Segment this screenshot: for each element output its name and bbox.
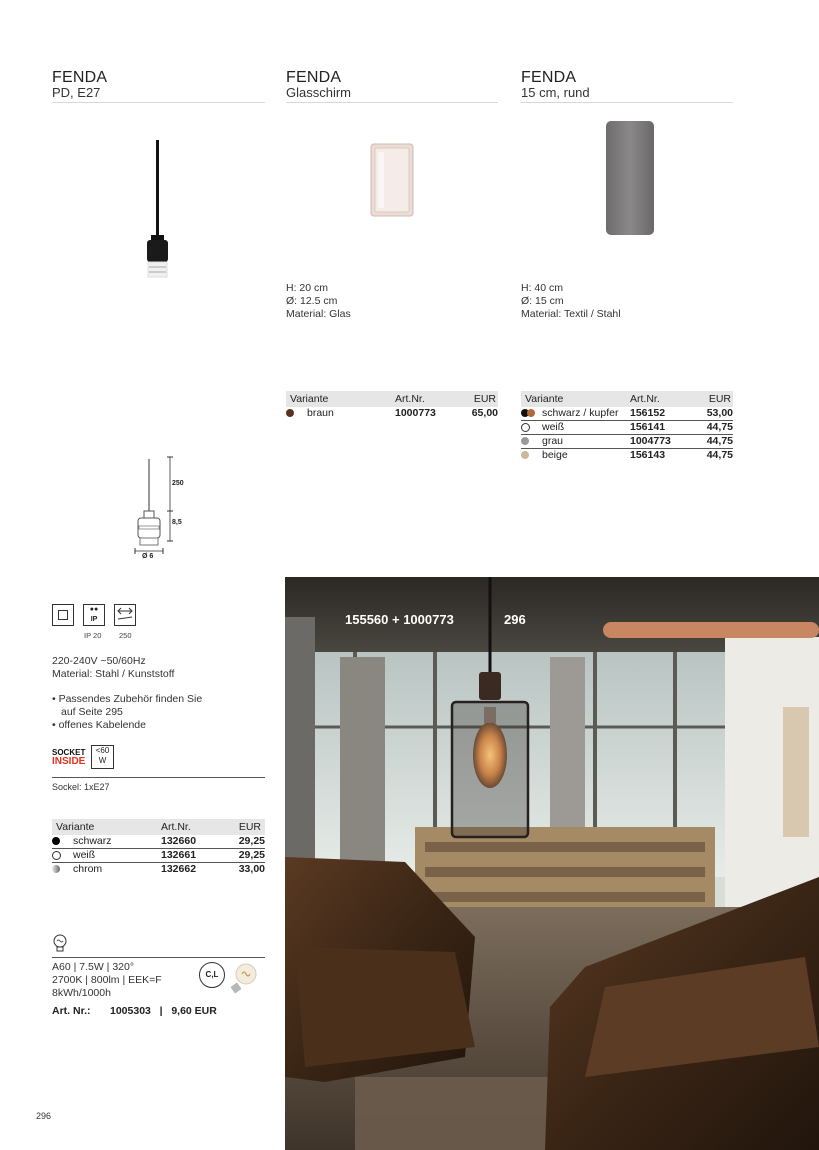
glass-spec-material: Material: Glas — [286, 308, 351, 320]
bulb-line1: A60 | 7.5W | 320° — [52, 961, 135, 973]
price: 44,75 — [706, 449, 733, 461]
price: 29,25 — [238, 849, 265, 861]
variant-name: schwarz — [73, 835, 112, 847]
accessory-bullet-line2: auf Seite 295 — [61, 706, 123, 718]
table-header — [521, 391, 733, 407]
ip-rating-icon — [83, 604, 105, 626]
color-swatch-copper — [527, 409, 535, 417]
shade-specs — [521, 282, 621, 321]
socket-inside-logo — [52, 748, 85, 766]
ip-label: IP — [90, 616, 98, 623]
article-number: 132661 — [161, 849, 197, 861]
article-number: 132660 — [161, 835, 197, 847]
table-header — [52, 819, 265, 835]
pendant-product-image — [135, 140, 181, 285]
col2-subtitle: Glasschirm — [286, 85, 352, 100]
header-variante: Variante — [56, 821, 95, 833]
max-watt-icon — [91, 745, 114, 769]
header-artnr: Art.Nr. — [395, 393, 425, 405]
shade-variant-table — [521, 391, 733, 462]
header-eur: EUR — [708, 393, 731, 405]
article-number: 132662 — [161, 863, 197, 875]
socket-logo-bottom: INSIDE — [52, 756, 86, 767]
ip-value: IP 20 — [84, 631, 102, 640]
table-row[interactable] — [52, 849, 265, 863]
page-number: 296 — [36, 1111, 52, 1121]
dim-diameter: Ø 6 — [142, 553, 154, 560]
color-swatch — [521, 451, 529, 459]
accessory-bullet: • Passendes Zubehör finden Sie — [52, 693, 203, 705]
col1-rule — [52, 102, 265, 103]
col3-subtitle: 15 cm, rund — [521, 85, 590, 100]
glass-variant-table — [286, 391, 498, 420]
bulb-artnr-value: 1005303 | 9,60 EUR — [110, 1005, 217, 1017]
article-number: 156152 — [630, 407, 666, 419]
header-variante: Variante — [525, 393, 564, 405]
sockel-text: Sockel: 1xE27 — [52, 782, 110, 792]
col2-rule — [286, 102, 498, 103]
article-number: 1004773 — [630, 435, 671, 447]
variant-name: chrom — [73, 863, 103, 875]
photo-combo-label: 155560 + 1000773 — [345, 612, 454, 627]
dim-height-socket: 8,5 — [172, 519, 182, 526]
table-row[interactable] — [521, 449, 733, 462]
header-eur: EUR — [473, 393, 496, 405]
table-row[interactable] — [286, 407, 498, 420]
color-swatch — [521, 437, 529, 445]
glass-specs — [286, 282, 351, 321]
textile-shade-image — [603, 118, 657, 238]
material-text: Material: Stahl / Kunststoff — [52, 668, 175, 680]
price: 29,25 — [238, 835, 265, 847]
dim-height-total: 250 — [172, 480, 184, 487]
glass-shade-image — [366, 140, 418, 220]
col3-rule — [521, 102, 733, 103]
dimmable-badge — [199, 962, 225, 988]
socket-logo-top: SOCKET — [52, 748, 86, 757]
bulb-photo-icon — [229, 962, 259, 996]
variant-name: schwarz / kupfer — [542, 407, 619, 419]
accessory-bullet-line1: Passendes Zubehör finden Sie — [58, 693, 203, 705]
article-number: 156143 — [630, 449, 666, 461]
glass-spec-height: H: 20 cm — [286, 282, 329, 294]
table-row[interactable] — [52, 863, 265, 876]
watt-bottom: W — [98, 756, 107, 765]
variant-name: braun — [307, 407, 334, 419]
pendant-variant-table — [52, 819, 265, 876]
variant-name: beige — [542, 449, 568, 461]
shade-spec-material: Material: Textil / Stahl — [521, 308, 621, 320]
sockel-rule — [52, 777, 265, 778]
cable-bullet: • offenes Kabelende — [52, 719, 146, 731]
header-eur: EUR — [238, 821, 261, 833]
col2-title: FENDA — [286, 69, 342, 86]
table-header — [286, 391, 498, 407]
table-row[interactable] — [521, 407, 733, 421]
article-number: 1000773 — [395, 407, 436, 419]
bulb-rule — [52, 957, 265, 958]
cable-value: 250 — [119, 631, 132, 640]
variant-name: weiß — [542, 421, 565, 433]
color-swatch — [52, 865, 60, 873]
cl-badge-text: C,L — [205, 970, 219, 979]
dimension-drawing — [125, 455, 195, 567]
interior-photo — [285, 577, 819, 1150]
shade-spec-diameter: Ø: 15 cm — [521, 295, 564, 307]
cable-length-icon — [114, 604, 136, 626]
col1-subtitle: PD, E27 — [52, 85, 101, 100]
variant-name: grau — [542, 435, 564, 447]
color-swatch — [521, 423, 530, 432]
cable-bullet-text: offenes Kabelende — [58, 719, 146, 731]
voltage-text: 220-240V ~50/60Hz — [52, 655, 146, 667]
price: 65,00 — [471, 407, 498, 419]
table-row[interactable] — [521, 435, 733, 449]
protection-class-icon — [52, 604, 74, 626]
variant-name: weiß — [73, 849, 96, 861]
header-artnr: Art.Nr. — [630, 393, 660, 405]
glass-spec-diameter: Ø: 12.5 cm — [286, 295, 338, 307]
bulb-artnr-label: Art. Nr.: — [52, 1005, 91, 1017]
color-swatch — [52, 837, 60, 845]
color-swatch — [52, 851, 61, 860]
table-row[interactable] — [52, 835, 265, 849]
price: 44,75 — [706, 421, 733, 433]
bulb-line3: 8kWh/1000h — [52, 987, 111, 999]
col3-title: FENDA — [521, 69, 577, 86]
bulb-icon — [52, 934, 68, 952]
water-drops-icon: ●● — [89, 606, 99, 613]
shade-spec-height: H: 40 cm — [521, 282, 564, 294]
price: 33,00 — [238, 863, 265, 875]
col1-title: FENDA — [52, 69, 108, 86]
price: 53,00 — [706, 407, 733, 419]
photo-page-ref: 296 — [504, 612, 526, 627]
price: 44,75 — [706, 435, 733, 447]
bulb-line2: 2700K | 800lm | EEK=F — [52, 974, 162, 986]
header-artnr: Art.Nr. — [161, 821, 191, 833]
table-row[interactable] — [521, 421, 733, 435]
header-variante: Variante — [290, 393, 329, 405]
article-number: 156141 — [630, 421, 666, 433]
color-swatch — [286, 409, 294, 417]
watt-top: <60 — [95, 746, 110, 755]
